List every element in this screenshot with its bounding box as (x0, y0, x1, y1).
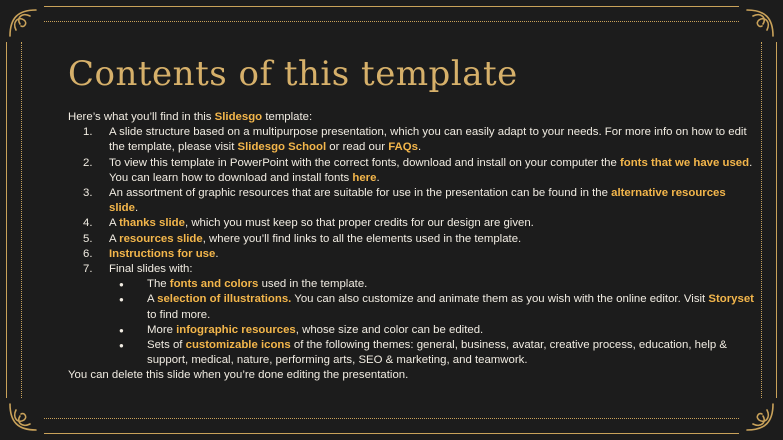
sub-text: More (147, 323, 177, 336)
faqs-link[interactable]: FAQs (388, 141, 418, 154)
list-item-3 (68, 186, 758, 216)
item-text: An assortment of graphic resources that are suitable for use in the presentation can be found in the (109, 187, 612, 200)
item-text: , where you’ll find links to all the elements used in the template. (202, 232, 522, 245)
item-text: or read our (326, 141, 389, 154)
frame-top-dotted (44, 21, 739, 22)
alternative-resources-link[interactable]: alternative resources slide (109, 187, 726, 215)
item-text: To view this template in PowerPoint with the correct fonts, download and install on your computer the (109, 156, 620, 169)
frame-right-dotted (761, 42, 762, 398)
ornament-bottom-right-icon (743, 400, 777, 434)
slide-title: Contents of this template (68, 54, 518, 94)
frame-bottom-line (44, 433, 739, 434)
frame-left-line (6, 42, 7, 398)
sub-text: , whose size and color can be edited. (295, 323, 484, 336)
storyset-link[interactable]: Storyset (708, 293, 754, 306)
list-item-5 (68, 232, 758, 247)
resources-slide-link[interactable]: resources slide (119, 232, 203, 245)
frame-right-line (776, 42, 777, 398)
intro-text-end: template: (262, 111, 313, 123)
list-number: 5. (83, 232, 93, 245)
thanks-slide-link[interactable]: thanks slide (119, 217, 185, 230)
illustrations-link[interactable]: selection of illustrations. (157, 293, 292, 306)
icons-link[interactable]: customizable icons (185, 339, 291, 352)
list-number: 7. (83, 263, 93, 276)
here-link[interactable]: here (352, 171, 377, 184)
item-text: . You can learn how to download and install fonts (109, 156, 753, 184)
final-slides-list (109, 277, 758, 368)
ornament-bottom-left-icon (6, 400, 40, 434)
item-text: A (109, 232, 120, 245)
instructions-link[interactable]: Instructions for use (109, 247, 216, 260)
slidesgo-link[interactable]: Slidesgo (214, 111, 263, 123)
frame-top-line (44, 6, 739, 7)
fonts-used-link[interactable]: fonts that we have used (619, 156, 750, 169)
intro-text: Here’s what you’ll find in this (68, 111, 215, 123)
sub-text: You can also customize and animate them as you wish with the online editor. Visit (291, 293, 709, 306)
sub-text: to find more. (147, 308, 211, 321)
item-text: A slide structure based on a multipurpose presentation, which you can easily adapt to your needs. For more info on how to edit the template, please visit (109, 126, 747, 154)
sub-text: used in the template. (258, 278, 368, 291)
sub-item-2 (109, 292, 758, 322)
sub-text: Sets of (147, 339, 186, 352)
item-text: A (109, 217, 120, 230)
sub-item-4 (109, 338, 758, 368)
list-item-7 (68, 262, 758, 368)
ornament-top-right-icon (743, 6, 777, 40)
intro-line (68, 110, 758, 125)
list-number: 6. (83, 247, 93, 260)
frame-left-dotted (21, 42, 22, 398)
item-text: . (376, 171, 380, 184)
list-number: 3. (83, 187, 93, 200)
item-text: , which you must keep so that proper credits for our design are given. (184, 217, 534, 230)
list-number: 4. (83, 217, 93, 230)
list-item-2 (68, 156, 758, 186)
frame-bottom-dotted (44, 418, 739, 419)
sub-text: The (147, 278, 170, 291)
item-text: Final slides with: (109, 263, 193, 276)
item-text: . (134, 202, 139, 215)
infographic-link[interactable]: infographic resources (176, 323, 296, 336)
sub-item-3 (109, 323, 758, 338)
slidesgo-school-link[interactable]: Slidesgo School (237, 141, 327, 154)
list-item-1 (68, 125, 758, 155)
list-number: 2. (83, 156, 93, 169)
ornament-top-left-icon (6, 6, 40, 40)
outro-line: You can delete this slide when you’re done editing the presentation. (68, 369, 409, 382)
list-item-4 (68, 216, 758, 231)
sub-text: A (147, 293, 158, 306)
contents-body (68, 110, 758, 384)
item-text: . (417, 141, 422, 154)
item-text: . (215, 247, 219, 260)
contents-list (68, 125, 758, 368)
fonts-colors-link[interactable]: fonts and colors (169, 278, 259, 291)
list-item-6 (68, 247, 758, 262)
list-number: 1. (83, 126, 93, 139)
sub-item-1 (109, 277, 758, 292)
sub-text: of the following themes: general, business, avatar, creative process, education, help & support, medical, nature, performing arts, SEO & marketing, and teamwork. (147, 339, 727, 367)
